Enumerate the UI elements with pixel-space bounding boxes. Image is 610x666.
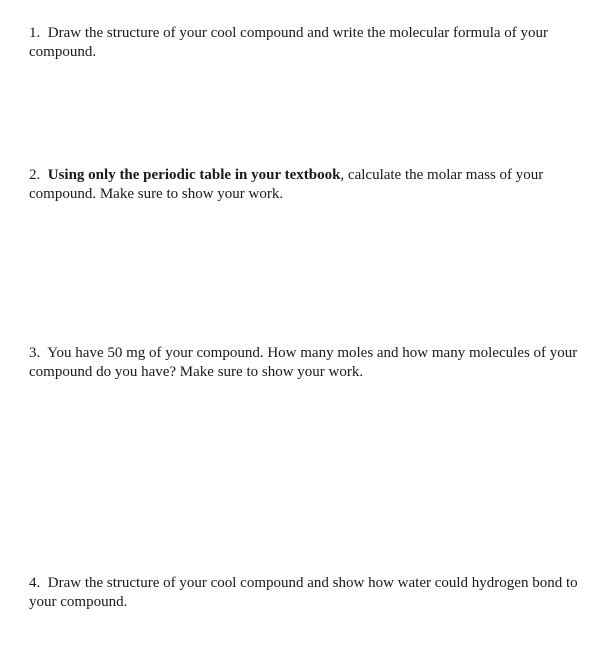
question-2-bold-text: Using only the periodic table in your textbook [47, 167, 341, 183]
question-2 [29, 166, 589, 204]
question-3 [29, 344, 589, 382]
question-1 [29, 24, 589, 62]
question-1-text: Draw the structure of your cool compound and write the molecular formula of your compound. [29, 25, 549, 60]
question-1-number: 1. [29, 25, 41, 41]
question-4 [29, 574, 589, 612]
question-3-text: You have 50 mg of your compound. How many moles and how many molecules of your compound do you have? Make sure to show your work. [29, 345, 578, 380]
question-2-number: 2. [29, 167, 41, 183]
question-4-text: Draw the structure of your cool compound and show how water could hydrogen bond to your compound. [29, 575, 578, 610]
question-3-number: 3. [29, 345, 41, 361]
question-4-number: 4. [29, 575, 41, 591]
question-2-text: , calculate the molar mass of your compound. Make sure to show your work. [29, 167, 544, 202]
